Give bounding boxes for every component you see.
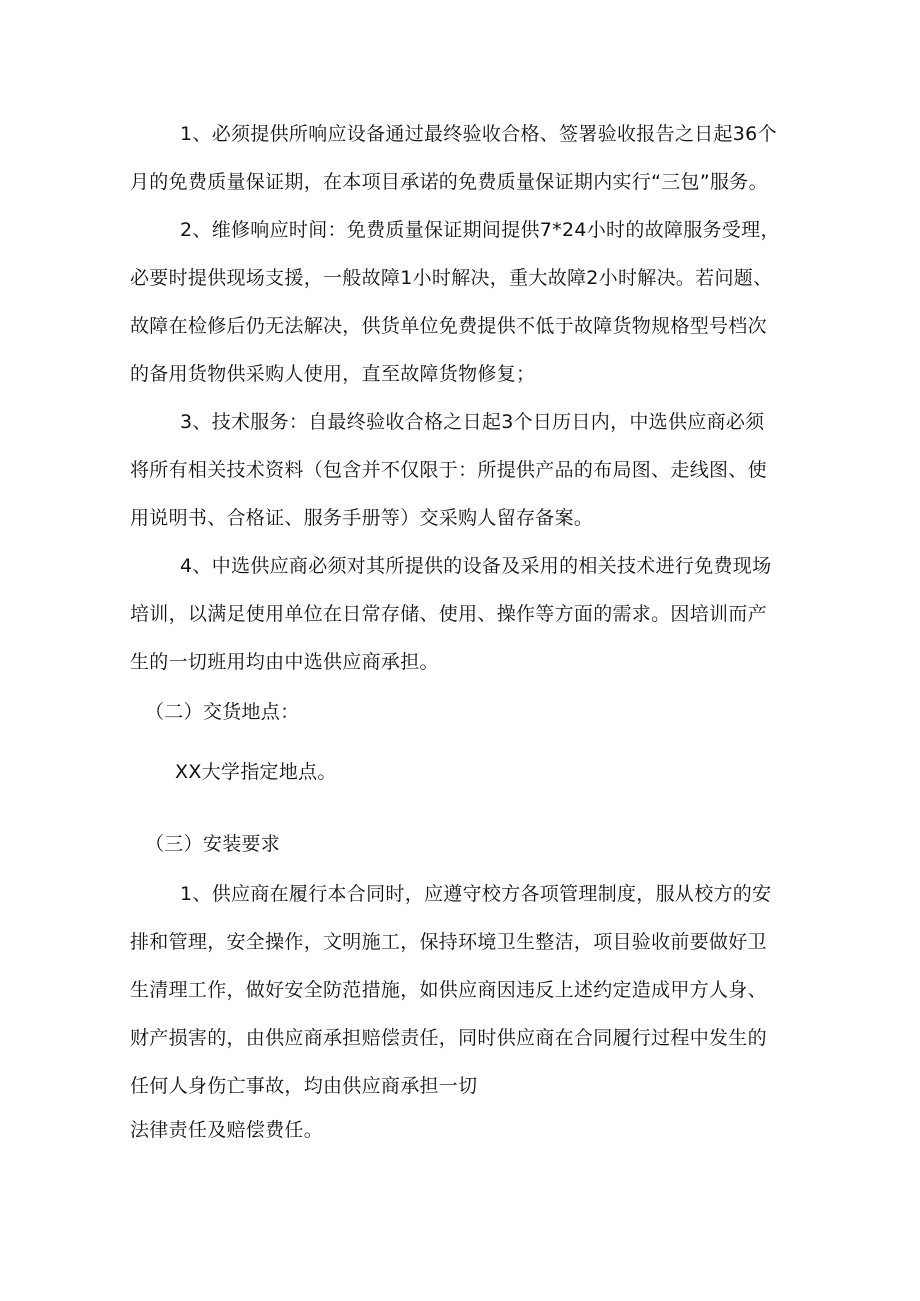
text-line: 任何人身伤亡事故，均由供应商承担一切 [130,1075,478,1097]
text-line: 法律责任及赔偿费任。 [130,1119,324,1141]
text-line: XX大学指定地点。 [175,761,337,783]
section-heading: （三）安装要求 [145,833,281,855]
text-line: 4、中选供应商必须对其所提供的设备及采用的相关技术进行免费现场 [180,555,772,577]
text-line: 生的一切班用均由中选供应商承担。 [130,651,439,673]
text-line: 1、供应商在履行本合同时，应遵守校方各项管理制度，服从校方的安 [180,883,772,905]
text-line: 的备用货物供采购人使用，直至故障货物修复； [130,363,536,385]
text-line: 3、技术服务：自最终验收合格之日起3个日历日内，中选供应商必须 [180,411,765,433]
text-line: 培训，以满足使用单位在日常存储、使用、操作等方面的需求。因培训而产 [130,603,767,625]
text-line: 生清理工作，做好安全防范措施，如供应商因违反上述约定造成甲方人身、 [130,979,767,1001]
text-line: 财产损害的，由供应商承担赔偿责任，同时供应商在合同履行过程中发生的 [130,1027,767,1049]
text-line: 月的免费质量保证期，在本项目承诺的免费质量保证期内实行“三包”服务。 [130,171,768,193]
text-line: 必要时提供现场支援，一般故障1小时解决，重大故障2小时解决。若问题、 [130,267,773,289]
section-heading: （二）交货地点： [145,701,300,723]
text-line: 排和管理，安全操作，文明施工，保持环境卫生整洁，项目验收前要做好卫 [130,931,767,953]
text-line: 故障在检修后仍无法解决，供货单位免费提供不低于故障货物规格型号档次 [130,315,767,337]
text-line: 将所有相关技术资料（包含并不仅限于：所提供产品的布局图、走线图、使 [130,459,767,481]
text-line: 2、维修响应时间：免费质量保证期间提供7*24小时的故障服务受理， [180,219,780,241]
text-line: 用说明书、合格证、服务手册等）交采购人留存备案。 [130,507,594,529]
text-line: 1、必须提供所响应设备通过最终验收合格、签署验收报告之日起36个 [180,123,777,145]
